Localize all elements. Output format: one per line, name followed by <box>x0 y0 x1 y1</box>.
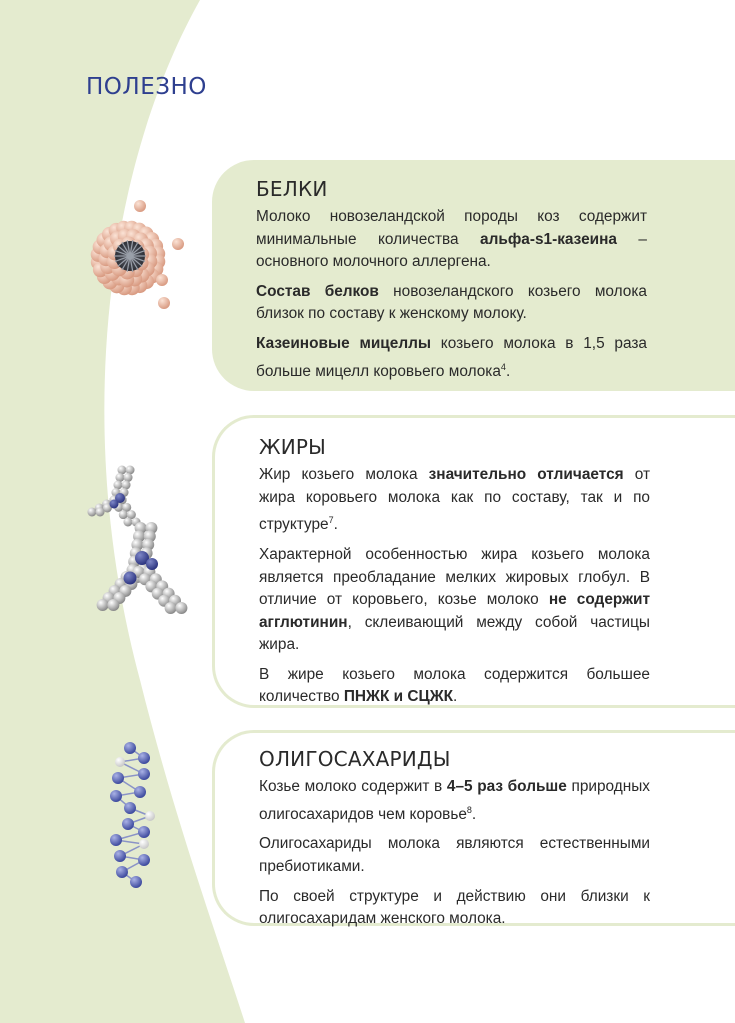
paragraph: В жире козьего молока содержится большее количество ПНЖК и СЦЖК. <box>259 665 650 706</box>
bold-term: значительно отличается <box>428 466 624 483</box>
oligosaccharide-chain-icon <box>100 740 170 890</box>
section-card-oligosaccharides <box>212 730 735 926</box>
footnote-ref: 8 <box>466 804 472 815</box>
section-text <box>259 776 650 931</box>
paragraph: Олигосахариды молока являются естественными пребиотиками. <box>259 835 650 875</box>
paragraph: Молоко новозеландской породы коз содержит минимальные количества альфа-s1-казеина – основного молочного аллергена. <box>256 208 647 271</box>
paragraph: Характерной особенностью жира козьего молока является преобладание мелких жировых глобул. В отличие от коровьего, козье молоко не содержит агглютинин, склеивающий между собой частицы жира. <box>259 545 650 654</box>
page-title: ПОЛЕЗНО <box>86 74 207 100</box>
footnote-ref: 7 <box>328 515 334 526</box>
paragraph: Казеиновые мицеллы козьего молока в 1,5 раза больше мицелл коровьего молока$^4$. <box>256 334 647 380</box>
section-title: ОЛИГОСАХАРИДЫ <box>259 747 451 771</box>
bold-term: Состав белков <box>256 282 379 300</box>
paragraph: По своей структуре и действию они близки к олигосахаридам женского молока. <box>259 887 650 928</box>
bold-term: альфа-s1-казеина <box>480 230 617 248</box>
bold-term: не содержит агглютинин <box>259 591 650 631</box>
footnote-ref: 4 <box>500 361 506 372</box>
paragraph: Состав белков новозеландского козьего молока близок по составу к женскому молоку. <box>256 282 647 323</box>
section-text <box>259 464 650 709</box>
bold-term: 4–5 раз больше <box>446 778 567 795</box>
section-title: ЖИРЫ <box>259 435 327 459</box>
section-card-fats <box>212 415 735 708</box>
paragraph: Жир козьего молока значительно отличается от жира коровьего молока как по составу, так и по структуре$^7$. <box>259 466 650 534</box>
casein-micelle-icon <box>84 196 194 314</box>
section-card-proteins <box>212 160 735 391</box>
paragraph: Козье молоко содержит в 4–5 раз больше природных олигосахаридов чем коровье$^8$. <box>259 778 650 823</box>
section-text <box>256 206 647 383</box>
bold-term: Казеиновые мицеллы <box>256 334 432 352</box>
fat-molecule-icon <box>86 460 196 625</box>
section-title: БЕЛКИ <box>256 177 328 201</box>
bold-term: ПНЖК и СЦЖК <box>343 688 454 706</box>
